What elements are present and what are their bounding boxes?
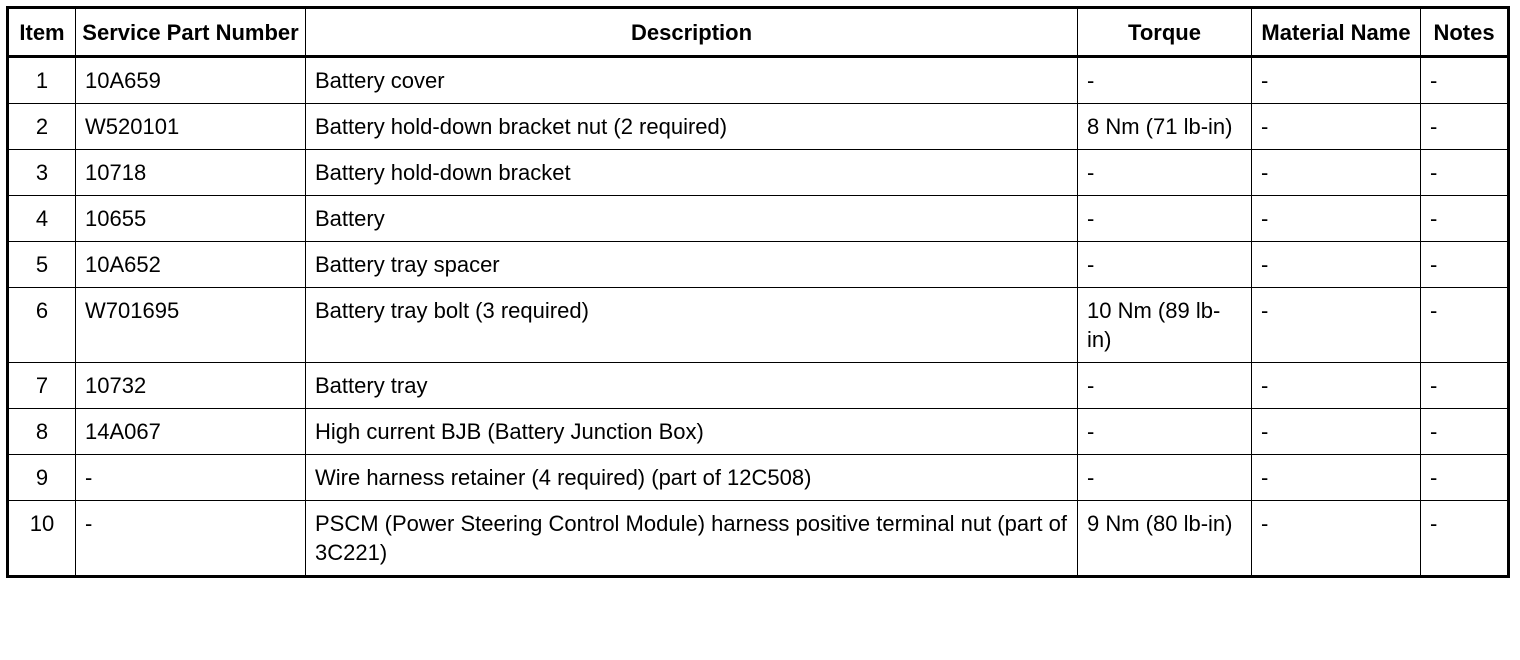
cell-torque: - [1078, 196, 1252, 242]
cell-torque: - [1078, 363, 1252, 409]
cell-material: - [1252, 288, 1421, 363]
table-row [8, 196, 1509, 242]
cell-torque: 9 Nm (80 lb-in) [1078, 501, 1252, 577]
cell-material: - [1252, 363, 1421, 409]
cell-item: 5 [8, 242, 76, 288]
cell-description: Battery tray bolt (3 required) [306, 288, 1078, 363]
cell-item: 6 [8, 288, 76, 363]
cell-part-number: 10732 [76, 363, 306, 409]
cell-item: 9 [8, 455, 76, 501]
cell-torque: - [1078, 455, 1252, 501]
cell-part-number: W701695 [76, 288, 306, 363]
cell-description: Battery hold-down bracket nut (2 required) [306, 104, 1078, 150]
cell-item: 1 [8, 57, 76, 104]
cell-description: PSCM (Power Steering Control Module) harness positive terminal nut (part of 3C221) [306, 501, 1078, 577]
cell-item: 3 [8, 150, 76, 196]
cell-description: Battery tray spacer [306, 242, 1078, 288]
table-row [8, 150, 1509, 196]
cell-torque: - [1078, 57, 1252, 104]
cell-torque: - [1078, 409, 1252, 455]
cell-notes: - [1421, 104, 1509, 150]
header-description: Description [306, 8, 1078, 57]
header-torque: Torque [1078, 8, 1252, 57]
cell-notes: - [1421, 150, 1509, 196]
cell-part-number: 10718 [76, 150, 306, 196]
cell-item: 4 [8, 196, 76, 242]
cell-part-number: W520101 [76, 104, 306, 150]
cell-description: Wire harness retainer (4 required) (part of 12C508) [306, 455, 1078, 501]
cell-notes: - [1421, 455, 1509, 501]
table-row [8, 57, 1509, 104]
table-row [8, 501, 1509, 577]
cell-part-number: 10A652 [76, 242, 306, 288]
cell-description: Battery hold-down bracket [306, 150, 1078, 196]
table-header-row [8, 8, 1509, 57]
cell-torque: - [1078, 150, 1252, 196]
cell-material: - [1252, 104, 1421, 150]
cell-notes: - [1421, 57, 1509, 104]
cell-notes: - [1421, 242, 1509, 288]
cell-part-number: - [76, 501, 306, 577]
header-service-part-number: Service Part Number [76, 8, 306, 57]
table-row [8, 409, 1509, 455]
cell-item: 7 [8, 363, 76, 409]
cell-description: Battery [306, 196, 1078, 242]
cell-material: - [1252, 196, 1421, 242]
cell-part-number: 14A067 [76, 409, 306, 455]
cell-torque: 10 Nm (89 lb-in) [1078, 288, 1252, 363]
cell-part-number: 10A659 [76, 57, 306, 104]
cell-item: 10 [8, 501, 76, 577]
cell-notes: - [1421, 196, 1509, 242]
cell-item: 2 [8, 104, 76, 150]
header-item: Item [8, 8, 76, 57]
header-notes: Notes [1421, 8, 1509, 57]
cell-material: - [1252, 242, 1421, 288]
cell-part-number: - [76, 455, 306, 501]
cell-notes: - [1421, 288, 1509, 363]
cell-material: - [1252, 409, 1421, 455]
cell-material: - [1252, 501, 1421, 577]
table-row [8, 242, 1509, 288]
parts-table-container [6, 6, 1507, 578]
cell-torque: 8 Nm (71 lb-in) [1078, 104, 1252, 150]
header-material-name: Material Name [1252, 8, 1421, 57]
table-row [8, 455, 1509, 501]
cell-material: - [1252, 150, 1421, 196]
cell-material: - [1252, 57, 1421, 104]
cell-material: - [1252, 455, 1421, 501]
cell-notes: - [1421, 363, 1509, 409]
parts-table [6, 6, 1510, 578]
table-row [8, 363, 1509, 409]
cell-item: 8 [8, 409, 76, 455]
cell-torque: - [1078, 242, 1252, 288]
cell-notes: - [1421, 409, 1509, 455]
cell-description: Battery cover [306, 57, 1078, 104]
cell-description: Battery tray [306, 363, 1078, 409]
table-row [8, 104, 1509, 150]
table-row [8, 288, 1509, 363]
cell-notes: - [1421, 501, 1509, 577]
cell-description: High current BJB (Battery Junction Box) [306, 409, 1078, 455]
cell-part-number: 10655 [76, 196, 306, 242]
